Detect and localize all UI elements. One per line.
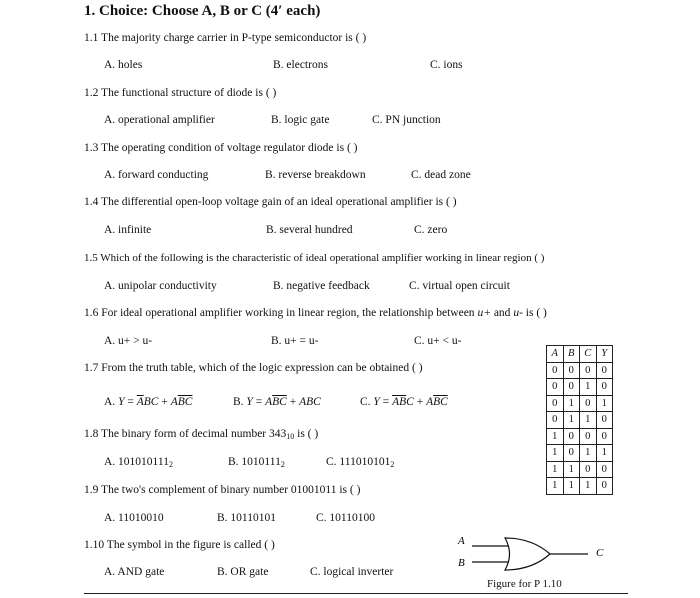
truth-table-cell: 1 bbox=[580, 478, 597, 495]
truth-table-cell: 0 bbox=[563, 428, 580, 445]
question-1-1: 1.1 The majority charge carrier in P-type semiconductor is ( ) bbox=[84, 32, 367, 44]
option-1-4-b: B. several hundred bbox=[266, 224, 353, 236]
truth-table-header bbox=[547, 346, 613, 363]
truth-table-cell: 1 bbox=[563, 478, 580, 495]
option-1-6-b: B. u+ = u- bbox=[271, 335, 319, 347]
truth-table bbox=[546, 345, 613, 495]
option-1-4-c: C. zero bbox=[414, 224, 448, 236]
var-u-minus: u- bbox=[513, 307, 523, 319]
option-1-5-a: A. unipolar conductivity bbox=[104, 280, 217, 292]
truth-table-cell: 1 bbox=[547, 478, 564, 495]
truth-table-row bbox=[547, 461, 613, 478]
truth-table-row bbox=[547, 362, 613, 379]
question-1-3: 1.3 The operating condition of voltage regulator diode is ( ) bbox=[84, 142, 358, 154]
figure-caption: Figure for P 1.10 bbox=[487, 578, 562, 590]
option-1-10-c: C. logical inverter bbox=[310, 566, 394, 578]
opt18b-text: B. 1010111 bbox=[228, 456, 281, 468]
truth-table-cell: 0 bbox=[547, 379, 564, 396]
option-1-7-b: B. $Y = A\overline{BC}$ + ABC bbox=[233, 396, 321, 408]
option-1-4-a: A. infinite bbox=[104, 224, 152, 236]
option-1-1-c: C. ions bbox=[430, 59, 463, 71]
label-a: A bbox=[458, 535, 465, 547]
q16-text-mid: and bbox=[490, 307, 514, 319]
option-1-8-b bbox=[228, 456, 285, 469]
truth-table-cell: 1 bbox=[563, 461, 580, 478]
truth-table-cell: 1 bbox=[563, 395, 580, 412]
option-1-9-c: C. 10110100 bbox=[316, 512, 375, 524]
section-title: 1. Choice: Choose A, B or C (4′ each) bbox=[84, 3, 321, 19]
truth-table-row bbox=[547, 445, 613, 462]
option-1-9-b: B. 10110101 bbox=[217, 512, 276, 524]
option-1-2-a: A. operational amplifier bbox=[104, 114, 215, 126]
option-1-10-b: B. OR gate bbox=[217, 566, 269, 578]
opt18a-sub: 2 bbox=[168, 460, 173, 469]
truth-table-row bbox=[547, 412, 613, 429]
truth-table-cell: 1 bbox=[563, 412, 580, 429]
truth-table-row bbox=[547, 379, 613, 396]
option-1-3-c: C. dead zone bbox=[411, 169, 471, 181]
truth-table-header-cell: B bbox=[563, 346, 580, 363]
opt18a-text: A. 101010111 bbox=[104, 456, 169, 468]
truth-table-cell: 0 bbox=[547, 412, 564, 429]
question-1-10: 1.10 The symbol in the figure is called ( ) bbox=[84, 539, 275, 551]
option-1-7-c: C. $Y = \overline{AB}C + A\overline{B}\overline{C}$ bbox=[360, 396, 448, 408]
truth-table-cell: 0 bbox=[563, 362, 580, 379]
truth-table-cell: 0 bbox=[580, 395, 597, 412]
label-b: B bbox=[458, 557, 465, 569]
bottom-rule bbox=[84, 593, 628, 594]
truth-table-cell: 1 bbox=[547, 461, 564, 478]
truth-table-row bbox=[547, 428, 613, 445]
truth-table-header-cell: A bbox=[547, 346, 564, 363]
opt18c-sub: 2 bbox=[390, 460, 395, 469]
q16-text-pre: 1.6 For ideal operational amplifier working in linear region, the relationship between bbox=[84, 307, 478, 319]
truth-table-cell: 0 bbox=[547, 395, 564, 412]
option-1-5-c: C. virtual open circuit bbox=[409, 280, 510, 292]
truth-table-cell: 1 bbox=[596, 395, 613, 412]
opt18b-sub: 2 bbox=[280, 460, 285, 469]
truth-table-row bbox=[547, 395, 613, 412]
opt18c-text: C. 111010101 bbox=[326, 456, 391, 468]
q16-text-post: is ( ) bbox=[522, 307, 547, 319]
option-1-6-c: C. u+ < u- bbox=[414, 335, 462, 347]
truth-table-cell: 0 bbox=[596, 461, 613, 478]
truth-table-cell: 0 bbox=[596, 428, 613, 445]
truth-table-cell: 0 bbox=[596, 362, 613, 379]
truth-table-cell: 0 bbox=[563, 445, 580, 462]
truth-table-cell: 0 bbox=[596, 379, 613, 396]
option-1-3-b: B. reverse breakdown bbox=[265, 169, 366, 181]
truth-table-cell: 1 bbox=[547, 428, 564, 445]
truth-table-cell: 0 bbox=[580, 461, 597, 478]
question-1-2: 1.2 The functional structure of diode is ( ) bbox=[84, 87, 277, 99]
label-c: C bbox=[596, 547, 604, 559]
truth-table-cell: 1 bbox=[580, 412, 597, 429]
truth-table-cell: 1 bbox=[547, 445, 564, 462]
question-1-5: 1.5 Which of the following is the characteristic of ideal operational amplifier working in linear region ( ) bbox=[84, 252, 545, 264]
var-u-plus: u+ bbox=[477, 307, 491, 319]
question-1-4: 1.4 The differential open-loop voltage gain of an ideal operational amplifier is ( ) bbox=[84, 196, 457, 208]
truth-table-cell: 0 bbox=[580, 428, 597, 445]
question-1-7: 1.7 From the truth table, which of the logic expression can be obtained ( ) bbox=[84, 362, 423, 374]
option-1-6-a: A. u+ > u- bbox=[104, 335, 153, 347]
truth-table-cell: 0 bbox=[563, 379, 580, 396]
truth-table-row bbox=[547, 478, 613, 495]
truth-table-cell: 0 bbox=[547, 362, 564, 379]
option-1-2-c: C. PN junction bbox=[372, 114, 441, 126]
logic-gate-figure bbox=[450, 530, 620, 580]
option-1-7-a: A. $Y = \overline{A}BC + A\overline{BC}$ bbox=[104, 396, 193, 408]
option-1-5-b: B. negative feedback bbox=[273, 280, 370, 292]
option-1-8-c bbox=[326, 456, 394, 469]
truth-table-cell: 0 bbox=[580, 362, 597, 379]
question-1-9: 1.9 The two's complement of binary number 01001011 is ( ) bbox=[84, 484, 361, 496]
truth-table-header-cell: C bbox=[580, 346, 597, 363]
q18-text-pre: 1.8 The binary form of decimal number 343 bbox=[84, 428, 287, 440]
truth-table-cell: 0 bbox=[596, 412, 613, 429]
gate-body bbox=[505, 538, 550, 570]
option-1-1-a: A. holes bbox=[104, 59, 143, 71]
option-1-3-a: A. forward conducting bbox=[104, 169, 209, 181]
option-1-10-a: A. AND gate bbox=[104, 566, 165, 578]
option-1-9-a: A. 11010010 bbox=[104, 512, 164, 524]
q18-text-post: is ( ) bbox=[294, 428, 319, 440]
question-1-6 bbox=[84, 307, 547, 319]
question-1-8 bbox=[84, 428, 318, 441]
truth-table-cell: 1 bbox=[580, 445, 597, 462]
option-1-8-a bbox=[104, 456, 173, 469]
truth-table-cell: 0 bbox=[596, 478, 613, 495]
truth-table-cell: 1 bbox=[596, 445, 613, 462]
q18-subscript: 10 bbox=[286, 432, 295, 441]
option-1-2-b: B. logic gate bbox=[271, 114, 330, 126]
truth-table-cell: 1 bbox=[580, 379, 597, 396]
option-1-1-b: B. electrons bbox=[273, 59, 328, 71]
truth-table-header-cell: Y bbox=[596, 346, 613, 363]
